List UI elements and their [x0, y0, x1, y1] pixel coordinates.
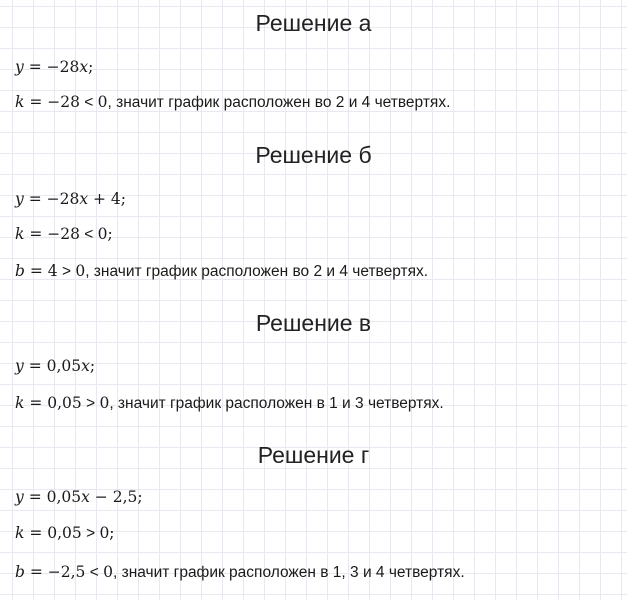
section-d-line-1: y = 0,05x − 2,5;	[15, 488, 143, 506]
section-b-heading: Решение б	[255, 142, 372, 168]
section-b-line-3: b = 4 > 0, значит график расположен во 2 и 4 четвертях.	[15, 262, 429, 280]
section-c-line-1: y = 0,05x;	[15, 357, 96, 375]
section-a-line-1: y = −28x;	[15, 58, 94, 76]
section-b-line-1: y = −28x + 4;	[15, 190, 127, 208]
section-b-line-2: k = −28 < 0;	[15, 225, 113, 243]
section-c-line-2: k = 0,05 > 0, значит график расположен в 1 и 3 четвертях.	[15, 394, 444, 412]
section-d-line-2: k = 0,05 > 0;	[15, 524, 115, 542]
section-d-line-3: b = −2,5 < 0, значит график расположен в 1, 3 и 4 четвертях.	[15, 563, 465, 581]
section-c-heading: Решение в	[255, 310, 372, 336]
section-d-heading: Решение г	[257, 442, 370, 468]
section-a-line-2: k = −28 < 0, значит график расположен во 2 и 4 четвертях.	[15, 93, 451, 111]
section-a-heading: Решение а	[255, 10, 372, 36]
